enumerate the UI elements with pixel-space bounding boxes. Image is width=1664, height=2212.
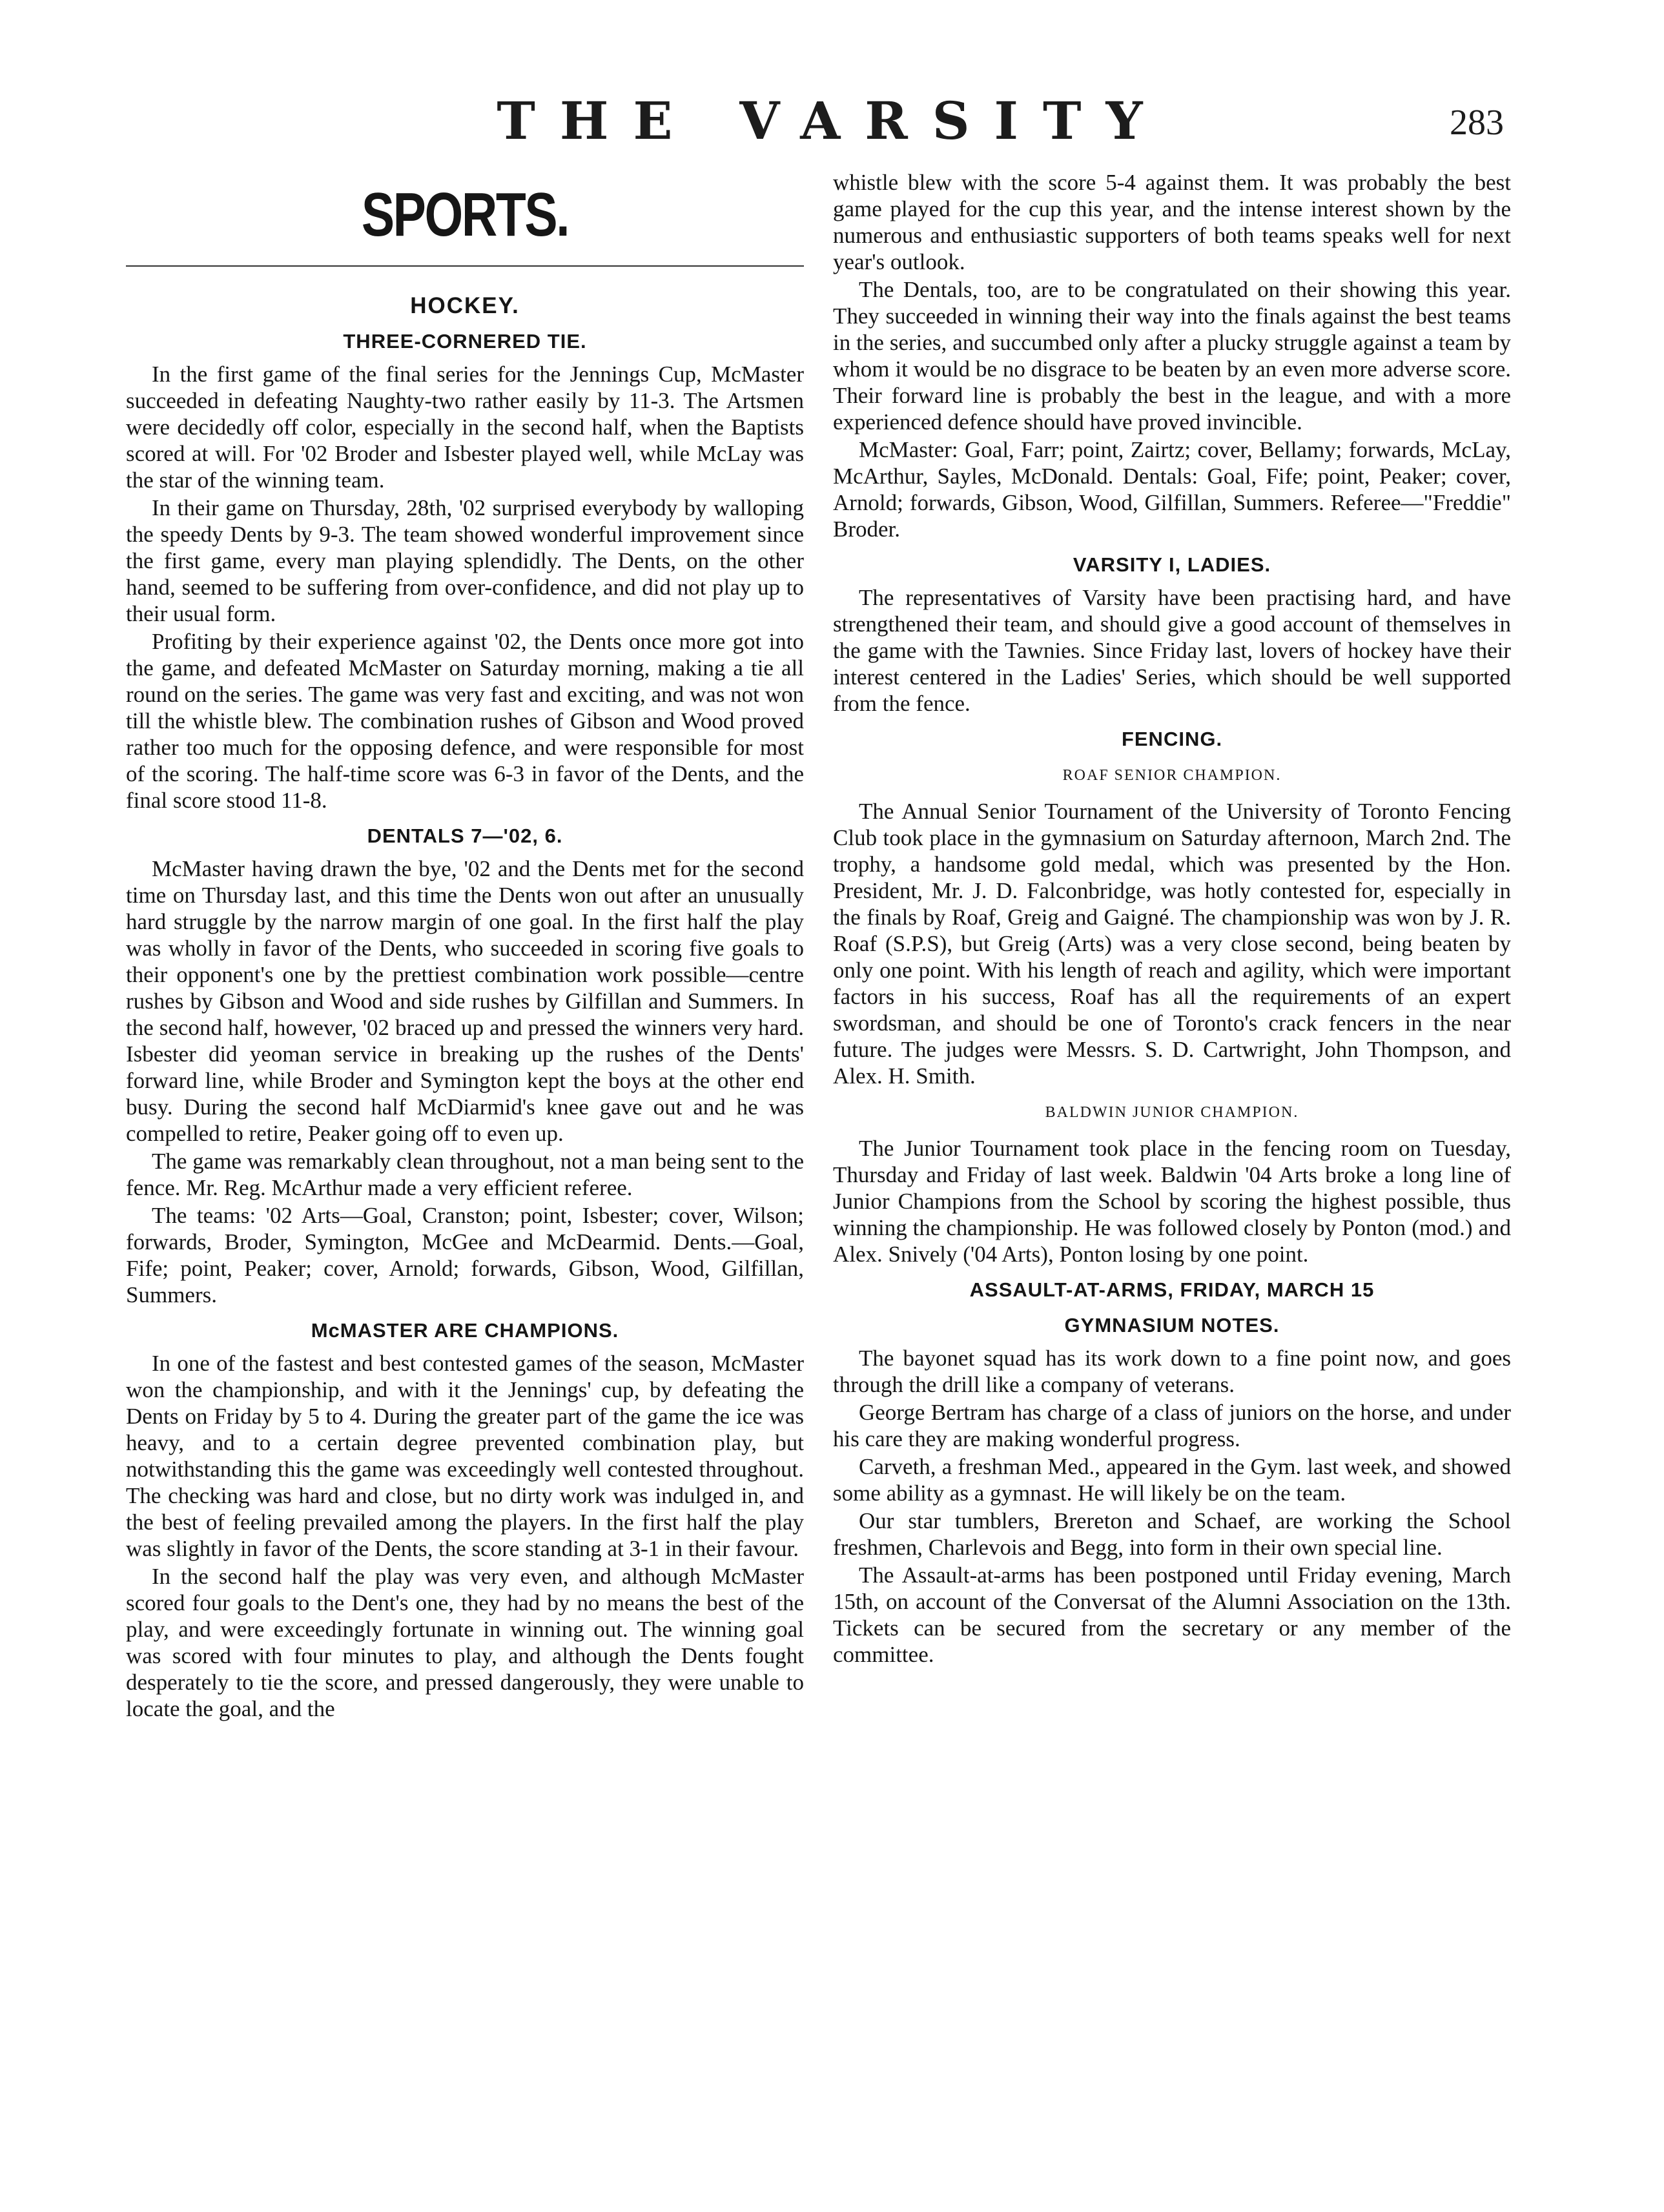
fencing-heading: FENCING.: [1121, 728, 1223, 750]
paragraph: whistle blew with the score 5-4 against them. It was probably the best game played for the cup this year, and the intense interest shown by the numerous and enthusiastic supporters of both teams speaks well for next year's outlook.: [833, 170, 1511, 274]
assault-heading: ASSAULT-AT-ARMS, FRIDAY, MARCH 15: [969, 1278, 1375, 1301]
masthead: THE VARSITY: [497, 90, 1167, 151]
tie-heading: THREE-CORNERED TIE.: [343, 330, 587, 353]
hockey-heading: HOCKEY.: [410, 293, 520, 318]
paragraph: McMaster: Goal, Farr; point, Zairtz; cover, Bellamy; forwards, McLay, McArthur, Sayles, McDonald. Dentals: Goal, Fife; point, Peaker; cover, Arnold; forwards, Gibson, Wood, Gilfillan, Summers. Referee—"Freddie" Broder.: [833, 437, 1511, 542]
paragraph: In the second half the play was very even, and although McMaster scored four goals to the Dent's one, they had by no means the best of the play, and were exceedingly fortunate in winning out. The winning goal was scored with four minutes to play, and although the Dents fought desperately to tie the score, and pressed dangerously, they were unable to locate the goal, and the: [126, 1564, 804, 1721]
paragraph: In the first game of the final series for the Jennings Cup, McMaster succeeded in defeating Naughty-two rather easily by 11-3. The Artsmen were decidedly off color, especially in the second half, when the Baptists scored at will. For '02 Broder and Isbester played well, while McLay was the star of the winning team.: [126, 362, 804, 493]
dentals-heading: DENTALS 7—'02, 6.: [367, 824, 563, 847]
paragraph: The teams: '02 Arts—Goal, Cranston; point, Isbester; cover, Wilson; forwards, Broder, Symington, McGee and McDearmid. Dents.—Goal, Fife; point, Peaker; cover, Arnold; forwards, Gibson, Wood, Gilfillan, Summers.: [126, 1203, 804, 1307]
roaf-heading: ROAF SENIOR CHAMPION.: [1062, 767, 1282, 784]
page-number: 283: [1450, 103, 1504, 143]
left-column: [126, 171, 804, 1723]
paragraph: George Bertram has charge of a class of juniors on the horse, and under his care they are making wonderful progress.: [833, 1400, 1511, 1451]
paragraph: The Assault-at-arms has been postponed until Friday evening, March 15th, on account of the Conversat of the Alumni Association on the 13th. Tickets can be secured from the secretary or any member of the committee.: [833, 1562, 1511, 1667]
paragraph: Carveth, a freshman Med., appeared in the Gym. last week, and showed some ability as a gymnast. He will likely be on the team.: [833, 1454, 1511, 1506]
paragraph: The game was remarkably clean throughout, not a man being sent to the fence. Mr. Reg. McArthur made a very efficient referee.: [126, 1149, 804, 1200]
paragraph: In one of the fastest and best contested games of the season, McMaster won the championship, and with it the Jennings' cup, by defeating the Dents on Friday by 5 to 4. During the greater part of the game the ice was heavy, and to a certain degree prevented combination play, but notwithstanding this the game was exceedingly well contested throughout. The checking was hard and close, but no dirty work was indulged in, and the best of feeling prevailed among the players. In the first half the play was slightly in favor of the Dents, the score standing at 3-1 in their favour.: [126, 1351, 804, 1561]
paragraph: The representatives of Varsity have been practising hard, and have strengthened their team, and should give a good account of themselves in the game with the Tawnies. Since Friday last, lovers of hockey have their interest centered in the Ladies' Series, which should be well supported from the fence.: [833, 585, 1511, 716]
paragraph: McMaster having drawn the bye, '02 and the Dents met for the second time on Thursday last, and this time the Dents won out after an unusually hard struggle by the narrow margin of one goal. In the first half the play was wholly in favor of the Dents, who succeeded in scoring five goals to their opponent's one by the prettiest combination work possible—centre rushes by Gibson and Wood and side rushes by Gilfillan and Summers. In the second half, however, '02 braced up and pressed the winners very hard. Isbester did yeoman service in breaking up the rushes of the Dents' forward line, while Broder and Symington kept the boys at the other end busy. During the second half McDiarmid's knee gave out and he was compelled to retire, Peaker going off to even up.: [126, 856, 804, 1146]
ladies-heading: VARSITY I, LADIES.: [1073, 553, 1271, 576]
paragraph: The bayonet squad has its work down to a fine point now, and goes through the drill like a company of veterans.: [833, 1346, 1511, 1397]
paragraph: In their game on Thursday, 28th, '02 surprised everybody by walloping the speedy Dents by 9-3. The team showed wonderful improvement since the first game, every man playing splendidly. The Dents, on the other hand, seemed to be suffering from over-confidence, and did not play up to their usual form.: [126, 495, 804, 626]
right-column: [833, 169, 1511, 1669]
paragraph: Our star tumblers, Brereton and Schaef, are working the School freshmen, Charlevois and Begg, into form in their own special line.: [833, 1508, 1511, 1560]
paragraph: Profiting by their experience against '02, the Dents once more got into the game, and defeated McMaster on Saturday morning, making a tie all round on the series. The game was very fast and exciting, and was not won till the whistle blew. The combination rushes of Gibson and Wood proved rather too much for the opposing defence, and were responsible for most of the scoring. The half-time score was 6-3 in favor of the Dents, and the final score stood 11-8.: [126, 629, 804, 813]
paragraph: The Annual Senior Tournament of the University of Toronto Fencing Club took place in the gymnasium on Saturday afternoon, March 2nd. The trophy, a handsome gold medal, which was presented by the Hon. President, Mr. J. D. Falconbridge, was hotly contested for, especially in the finals by Roaf, Greig and Gaigné. The championship was won by J. R. Roaf (S.P.S), but Greig (Arts) was a very close second, being beaten by only one point. With his length of reach and agility, which were important factors in his success, Roaf has all the requirements of an expert swordsman, and should be one of Toronto's crack fencers in the near future. The judges were Messrs. S. D. Cartwright, John Thompson, and Alex. H. Smith.: [833, 799, 1511, 1089]
section-title: SPORTS.: [361, 180, 569, 249]
champions-heading: McMASTER ARE CHAMPIONS.: [311, 1319, 619, 1342]
baldwin-heading: BALDWIN JUNIOR CHAMPION.: [1045, 1104, 1299, 1121]
title-divider: [126, 265, 804, 267]
paragraph: The Junior Tournament took place in the fencing room on Tuesday, Thursday and Friday of last week. Baldwin '04 Arts broke a long line of Junior Champions from the School by scoring the highest possible, thus winning the championship. He was followed closely by Ponton (mod.) and Alex. Snively ('04 Arts), Ponton losing by one point.: [833, 1136, 1511, 1267]
gym-heading: GYMNASIUM NOTES.: [1064, 1314, 1280, 1336]
paragraph: The Dentals, too, are to be congratulated on their showing this year. They succeeded in winning their way into the finals against the best teams in the series, and succumbed only after a plucky struggle against a team by whom it would be no disgrace to be beaten by an even more adverse score. Their forward line is probably the best in the league, and with a more experienced defence should have proved invincible.: [833, 277, 1511, 435]
